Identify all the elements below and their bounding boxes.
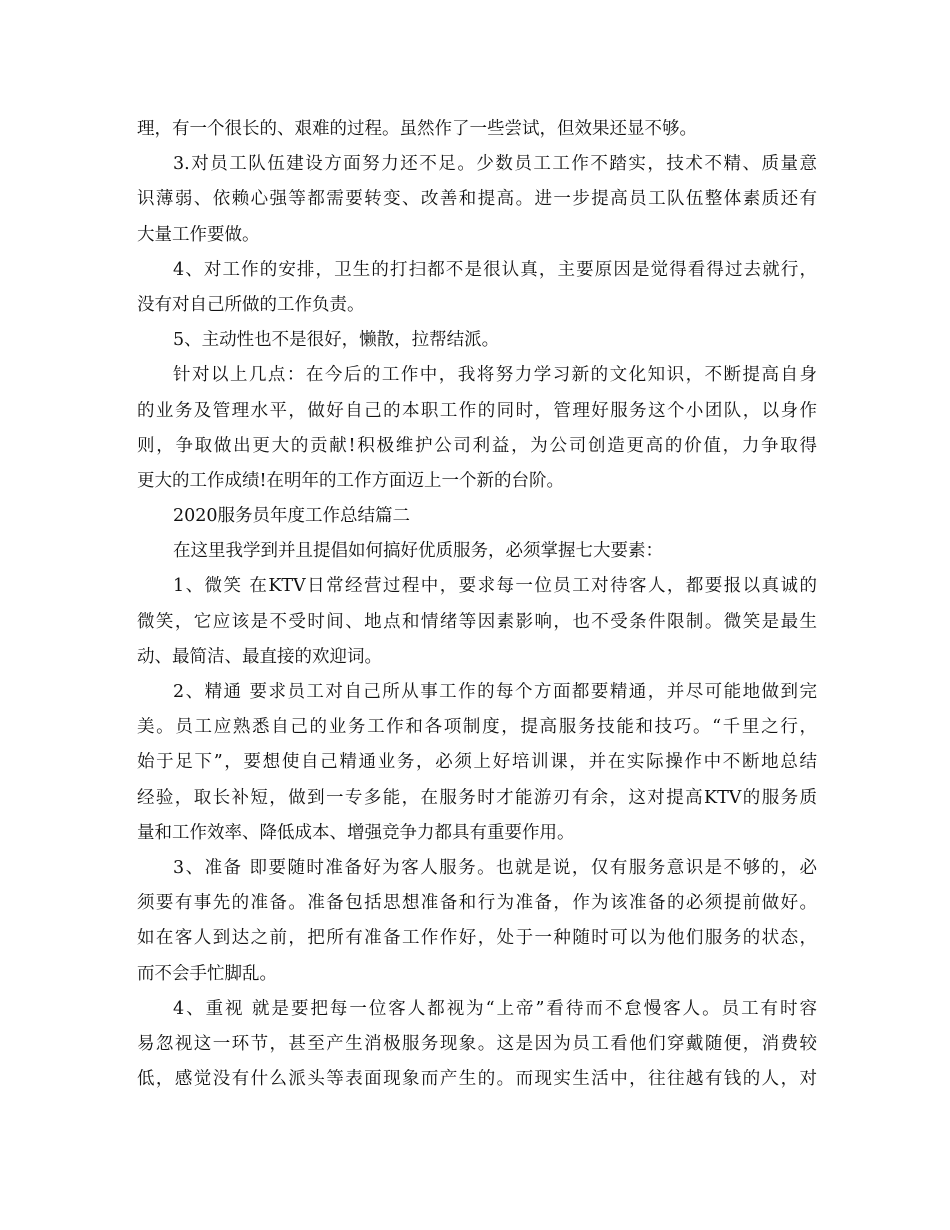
text-line: 则，争取做出更大的贡献!积极维护公司利益，为公司创造更高的价值，力争取得 xyxy=(137,435,817,456)
text-line: 始于足下”，要想使自己精通业务，必须上好培训课，并在实际操作中不断地总结 xyxy=(137,752,817,773)
text-line: 量和工作效率、降低成本、增强竞争力都具有重要作用。 xyxy=(137,822,575,843)
text-line: 3、准备 即要随时准备好为客人服务。也就是说，仅有服务意识是不够的，必 xyxy=(173,857,817,878)
text-line: 3.对员工队伍建设方面努力还不足。少数员工工作不踏实，技术不精、质量意 xyxy=(173,154,817,175)
text-line: 须要有事先的准备。准备包括思想准备和行为准备，作为该准备的必须提前做好。 xyxy=(137,893,817,914)
text-line: 美。员工应熟悉自己的业务工作和各项制度，提高服务技能和技巧。“千里之行， xyxy=(137,717,817,738)
text-line: 更大的工作成绩!在明年的工作方面迈上一个新的台阶。 xyxy=(137,470,565,491)
text-line: 没有对自己所做的工作负责。 xyxy=(137,294,365,315)
text-line: 识薄弱、依赖心强等都需要转变、改善和提高。进一步提高员工队伍整体素质还有 xyxy=(137,189,817,210)
text-line: 5、主动性也不是很好，懒散，拉帮结派。 xyxy=(173,330,500,351)
text-line: 针对以上几点：在今后的工作中，我将努力学习新的文化知识，不断提高自身 xyxy=(173,365,817,386)
text-line: 在这里我学到并且提倡如何搞好优质服务，必须掌握七大要素： xyxy=(173,541,663,562)
text-line: 大量工作要做。 xyxy=(137,224,260,245)
text-line: 4、对工作的安排，卫生的打扫都不是很认真，主要原因是觉得看得过去就行， xyxy=(173,259,817,280)
text-line: 微笑，它应该是不受时间、地点和情绪等因素影响，也不受条件限制。微笑是最生 xyxy=(137,611,817,632)
text-line: 2、精通 要求员工对自己所从事工作的每个方面都要精通，并尽可能地做到完 xyxy=(173,682,817,702)
text-line: 动、最简洁、最直接的欢迎词。 xyxy=(137,646,382,667)
text-line: 易忽视这一环节，甚至产生消极服务现象。这是因为员工看他们穿戴随便，消费较 xyxy=(137,1033,817,1054)
text-line: 2020服务员年度工作总结篇二 xyxy=(173,506,411,527)
text-line: 1、微笑 在KTV日常经营过程中，要求每一位员工对待客人，都要报以真诚的 xyxy=(173,576,817,597)
text-line: 而不会手忙脚乱。 xyxy=(137,963,277,984)
text-line: 经验，取长补短，做到一专多能，在服务时才能游刃有余，这对提高KTV的服务质 xyxy=(137,787,817,808)
document-body xyxy=(137,112,817,1097)
text-line: 理，有一个很长的、艰难的过程。虽然作了一些尝试，但效果还显不够。 xyxy=(137,119,697,139)
text-line: 4、重视 就是要把每一位客人都视为“上帝”看待而不怠慢客人。员工有时容 xyxy=(173,998,817,1019)
text-line: 的业务及管理水平，做好自己的本职工作的同时，管理好服务这个小团队，以身作 xyxy=(137,400,817,421)
text-line: 如在客人到达之前，把所有准备工作作好，处于一种随时可以为他们服务的状态， xyxy=(137,928,817,949)
text-line: 低，感觉没有什么派头等表面现象而产生的。而现实生活中，往往越有钱的人，对 xyxy=(137,1069,817,1090)
